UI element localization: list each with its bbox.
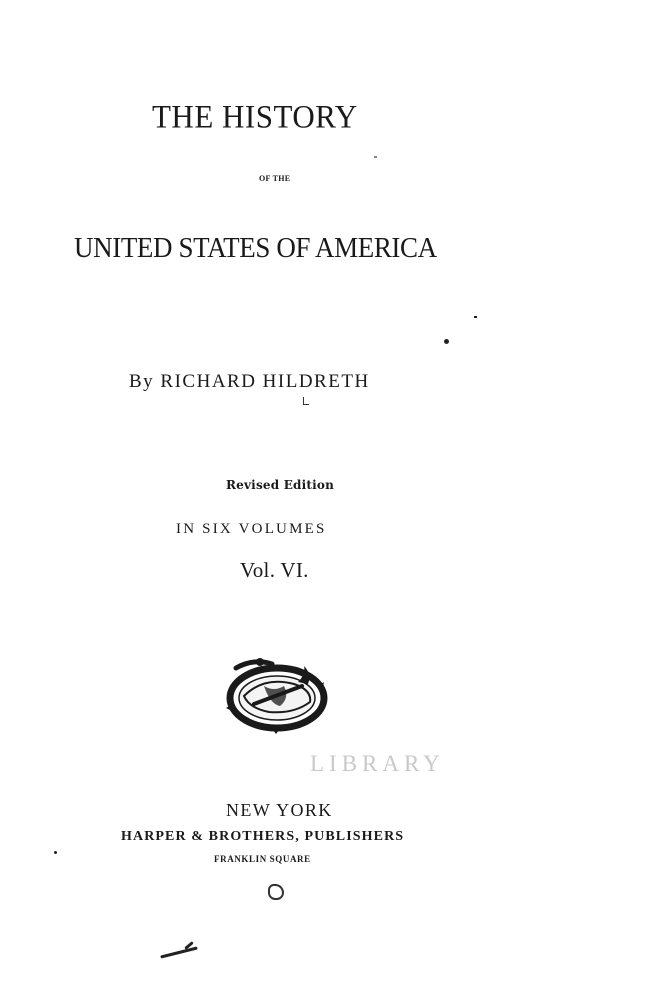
ink-speck: [303, 397, 309, 405]
library-stamp-text: LIBRARY: [310, 751, 445, 776]
ink-speck: [54, 851, 57, 854]
ink-speck: [268, 884, 284, 900]
edition-label: Revised Edition: [226, 478, 335, 492]
author-byline: By RICHARD HILDRETH: [129, 371, 370, 392]
ink-speck: [374, 156, 377, 158]
imprint-address: FRANKLIN SQUARE: [214, 854, 311, 864]
ink-speck: [474, 316, 477, 318]
volume-count: IN SIX VOLUMES: [176, 521, 327, 537]
volume-number: Vol. VI.: [240, 558, 309, 582]
imprint-city: NEW YORK: [226, 800, 333, 820]
imprint-publisher: HARPER & BROTHERS, PUBLISHERS: [121, 829, 405, 844]
book-subtitle: UNITED STATES OF AMERICA: [74, 232, 437, 264]
harper-torch-medallion-icon: [224, 656, 330, 736]
book-title: THE HISTORY: [152, 97, 358, 135]
ink-speck: [160, 946, 198, 958]
title-connector: OF THE: [259, 174, 291, 183]
ink-speck: [444, 339, 449, 344]
